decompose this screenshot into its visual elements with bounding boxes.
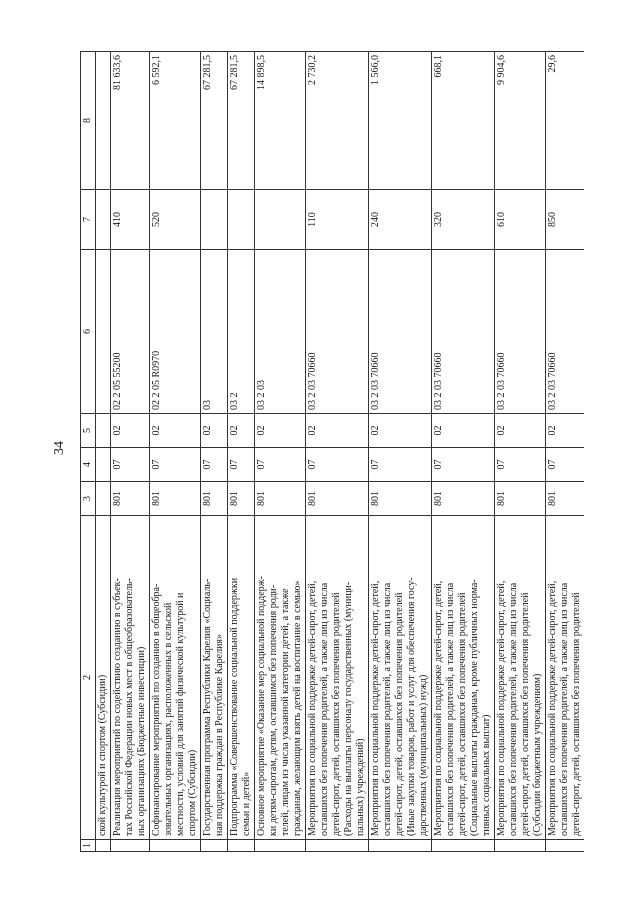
row-amount: 81 633,6	[111, 52, 150, 190]
row-code-3: 801	[495, 482, 546, 516]
row-code-3: 801	[201, 482, 228, 516]
row-amount: 14 898,5	[255, 52, 306, 190]
table-row	[495, 52, 546, 852]
row-code-5: 02	[228, 414, 255, 448]
row-amount	[96, 52, 111, 190]
row-code-3: 801	[255, 482, 306, 516]
column-header-4: 4	[81, 448, 96, 482]
row-index-cell	[306, 840, 369, 852]
row-code-4	[96, 448, 111, 482]
row-amount: 2 730,2	[306, 52, 369, 190]
row-index-cell	[369, 840, 432, 852]
table-row	[255, 52, 306, 852]
column-header-6: 6	[81, 250, 96, 414]
budget-table	[80, 51, 584, 852]
row-index-cell	[150, 840, 201, 852]
page-number: 34	[52, 441, 67, 455]
row-index-cell	[546, 840, 585, 852]
row-code-4: 07	[201, 448, 228, 482]
row-code-3: 801	[369, 482, 432, 516]
row-code-3: 801	[111, 482, 150, 516]
row-code-4: 07	[255, 448, 306, 482]
row-index-cell	[228, 840, 255, 852]
row-code-3: 801	[432, 482, 495, 516]
row-index-cell	[111, 840, 150, 852]
row-code-5: 02	[255, 414, 306, 448]
row-code-5	[96, 414, 111, 448]
row-name: ской культурой и спортом (Субсидии)	[96, 516, 111, 840]
row-code-4: 07	[369, 448, 432, 482]
row-code-6: 03 2 03 70660	[495, 250, 546, 414]
row-code-7: 520	[150, 190, 201, 250]
budget-sheet	[80, 52, 640, 852]
row-code-4: 07	[495, 448, 546, 482]
row-code-7: 110	[306, 190, 369, 250]
row-code-4: 07	[150, 448, 201, 482]
row-code-7: 610	[495, 190, 546, 250]
row-name: Мероприятия по социальной поддержке детей-сирот, детей, оставшихся без попечения родителей, а также лиц из числа детей-сирот, детей, оставшихся без попечения родителей	[546, 516, 585, 840]
row-name: Софинансирование мероприятий по созданию в общеобра- зовательных организациях, расположенных в сельской местности, условий для занятий физической культурой и спортом (Субсидии)	[150, 516, 201, 840]
row-index-cell	[96, 840, 111, 852]
column-header-5: 5	[81, 414, 96, 448]
table-row	[369, 52, 432, 852]
row-amount: 67 281,5	[228, 52, 255, 190]
row-code-3	[96, 482, 111, 516]
table-row	[150, 52, 201, 852]
row-amount: 1 566,0	[369, 52, 432, 190]
row-code-5: 02	[201, 414, 228, 448]
row-code-7	[228, 190, 255, 250]
column-header-3: 3	[81, 482, 96, 516]
row-code-4: 07	[306, 448, 369, 482]
row-amount: 668,1	[432, 52, 495, 190]
row-code-5: 02	[546, 414, 585, 448]
row-code-6: 02 2 05 R0970	[150, 250, 201, 414]
table-row	[546, 52, 585, 852]
row-code-4: 07	[111, 448, 150, 482]
column-header-8: 8	[81, 52, 96, 190]
row-code-6: 03 2 03	[255, 250, 306, 414]
row-index-cell	[432, 840, 495, 852]
row-code-6	[96, 250, 111, 414]
row-name: Мероприятия по социальной поддержке детей-сирот, детей, оставшихся без попечения родителей, а также лиц из числа детей-сирот, детей, оставшихся без попечения родителей (Социальные выплаты гражданам, кроме публичных норма- тивных социальных выплат)	[432, 516, 495, 840]
table-row	[96, 52, 111, 852]
row-code-7	[255, 190, 306, 250]
row-code-6: 03 2 03 70660	[546, 250, 585, 414]
row-index-cell	[201, 840, 228, 852]
row-code-6: 03	[201, 250, 228, 414]
row-code-7: 410	[111, 190, 150, 250]
row-code-4: 07	[432, 448, 495, 482]
row-code-7: 850	[546, 190, 585, 250]
row-code-5: 02	[369, 414, 432, 448]
table-row	[432, 52, 495, 852]
row-name: Реализация мероприятий по содействию созданию в субъек- тах Российской Федерации новых мест в общеобразователь- ных организациях (Бюджетные инвестиции)	[111, 516, 150, 840]
row-code-6: 03 2	[228, 250, 255, 414]
table-row	[201, 52, 228, 852]
row-code-5: 02	[150, 414, 201, 448]
row-amount: 29,6	[546, 52, 585, 190]
row-code-6: 03 2 03 70660	[432, 250, 495, 414]
row-name: Мероприятия по социальной поддержке детей-сирот, детей, оставшихся без попечения родителей, а также лиц из числа детей-сирот, детей, оставшихся без попечения родителей (Расходы на выплаты персоналу государственных (муници- пальных) учреждений)	[306, 516, 369, 840]
row-name: Мероприятия по социальной поддержке детей-сирот, детей, оставшихся без попечения родителей, а также лиц из числа детей-сирот, детей, оставшихся без попечения родителей (Иные закупки товаров, работ и услуг для обеспечения госу- дарственных (муниципальных) нужд)	[369, 516, 432, 840]
row-name: Основное мероприятие «Оказание мер социальной поддерж- ки детям-сиротам, детям, оставшимся без попечения роди- телей, лицам из числа указанной категории детей, а также гражданам, желающим взять детей на воспитание в семью»	[255, 516, 306, 840]
table-row	[111, 52, 150, 852]
row-code-7: 240	[369, 190, 432, 250]
row-code-4: 07	[546, 448, 585, 482]
column-header-7: 7	[81, 190, 96, 250]
row-code-5: 02	[111, 414, 150, 448]
row-code-6: 03 2 03 70660	[306, 250, 369, 414]
row-amount: 9 904,6	[495, 52, 546, 190]
row-code-3: 801	[150, 482, 201, 516]
row-code-6: 03 2 03 70660	[369, 250, 432, 414]
row-code-7	[96, 190, 111, 250]
row-amount: 67 281,5	[201, 52, 228, 190]
row-name: Государственная программа Республики Карелия «Социаль- ная поддержка граждан в Республике Карелия»	[201, 516, 228, 840]
row-code-5: 02	[432, 414, 495, 448]
row-name: Мероприятия по социальной поддержке детей-сирот, детей, оставшихся без попечения родителей, а также лиц из числа детей-сирот, детей, оставшихся без попечения родителей (Субсидии бюджетным учреждениям)	[495, 516, 546, 840]
header-row	[81, 52, 96, 852]
table-row	[306, 52, 369, 852]
row-code-3: 801	[228, 482, 255, 516]
row-amount: 6 592,1	[150, 52, 201, 190]
row-code-6: 02 2 05 55200	[111, 250, 150, 414]
row-index-cell	[255, 840, 306, 852]
column-header-1: 1	[81, 840, 96, 852]
row-code-7	[201, 190, 228, 250]
row-index-cell	[495, 840, 546, 852]
row-name: Подпрограмма «Совершенствование социальной поддержки семьи и детей»	[228, 516, 255, 840]
row-code-5: 02	[495, 414, 546, 448]
row-code-3: 801	[306, 482, 369, 516]
row-code-5: 02	[306, 414, 369, 448]
row-code-3: 801	[546, 482, 585, 516]
column-header-2: 2	[81, 516, 96, 840]
row-code-4: 07	[228, 448, 255, 482]
table-body	[96, 52, 585, 852]
table-row	[228, 52, 255, 852]
row-code-7: 320	[432, 190, 495, 250]
